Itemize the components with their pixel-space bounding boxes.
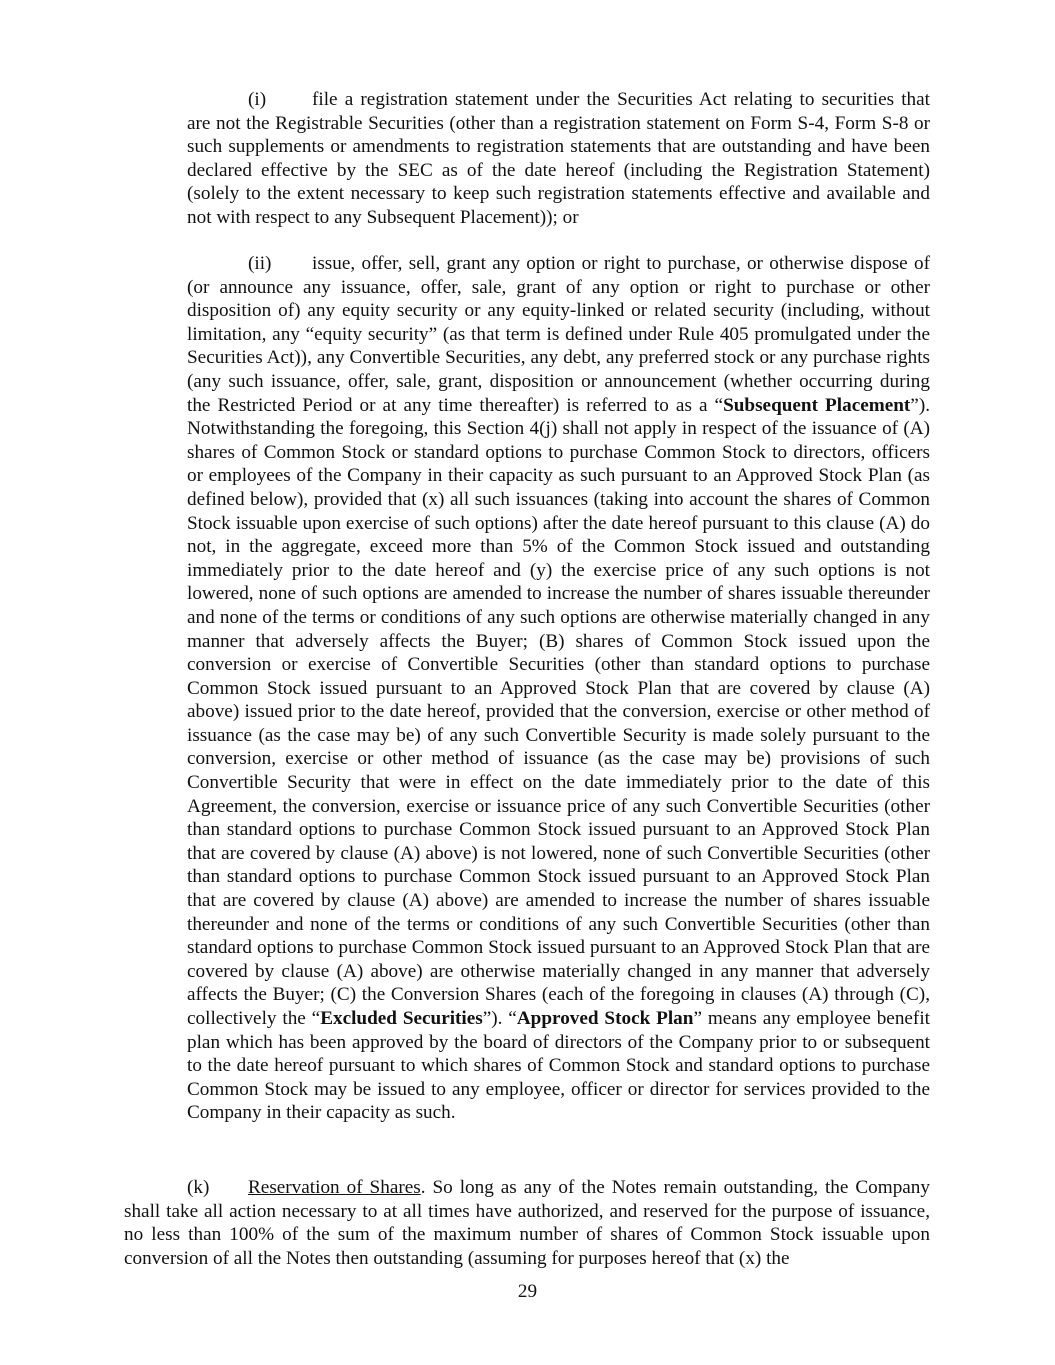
- clause-ii-paragraph: [187, 252, 930, 1125]
- section-k-paragraph: [124, 1176, 930, 1270]
- section-k-text: . So long as any of the Notes remain outstanding, the Company shall take all action necessary to at all times have authorized, and reserved for the purpose of issuance, no less than 100% of the sum of the maximum number of shares of Common Stock issuable upon conversion of all the Notes then outstanding (assuming for purposes hereof that (x) the: [124, 1177, 930, 1269]
- defined-term-subsequent-placement: Subsequent Placement: [723, 394, 911, 416]
- clause-ii-label: (ii): [248, 253, 272, 274]
- section-k-heading: Reservation of Shares: [248, 1177, 421, 1198]
- clause-ii-text-4: ” means any employee benefit plan which has been approved by the board of directors of the Company prior to or subsequent to the date hereof pursuant to which shares of Common Stock and standard options to purchase Common Stock may be issued to any employee, officer or director for services provided to the Company in their capacity as such.: [187, 1008, 930, 1124]
- clause-i-text: file a registration statement under the Securities Act relating to securities that are not the Registrable Securities (other than a registration statement on Form S-4, Form S-8 or such supplements or amendments to registration statements that are outstanding and have been declared effective by the SEC as of the date hereof (including the Registration Statement) (solely to the extent necessary to keep such registration statements effective and available and not with respect to any Subsequent Placement)); or: [187, 89, 930, 228]
- clause-i-label: (i): [248, 89, 267, 110]
- clause-i-paragraph: [187, 88, 930, 230]
- clause-ii-text-2: ”). Notwithstanding the foregoing, this Section 4(j) shall not apply in respect of the issuance of (A) shares of Common Stock or standard options to purchase Common Stock to directors, officers or employees of the Company in their capacity as such pursuant to an Approved Stock Plan (as defined below), provided that (x) all such issuances (taking into account the shares of Common Stock issuable upon exercise of such options) after the date hereof pursuant to this clause (A) do not, in the aggregate, exceed more than 5% of the Common Stock issued and outstanding immediately prior to the date hereof and (y) the exercise price of any such options is not lowered, none of such options are amended to increase the number of shares issuable thereunder and none of the terms or conditions of any such options are otherwise materially changed in any manner that adversely affects the Buyer; (B) shares of Common Stock issued upon the conversion or exercise of Convertible Securities (other than standard options to purchase Common Stock issued pursuant to an Approved Stock Plan that are covered by clause (A) above) issued prior to the date hereof, provided that the conversion, exercise or other method of issuance (as the case may be) of any such Convertible Security is made solely pursuant to the conversion, exercise or other method of issuance (as the case may be) provisions of such Convertible Security that were in effect on the date immediately prior to the date of this Agreement, the conversion, exercise or issuance price of any such Convertible Securities (other than standard options to purchase Common Stock issued pursuant to an Approved Stock Plan that are covered by clause (A) above) is not lowered, none of such Convertible Securities (other than standard options to purchase Common Stock issued pursuant to an Approved Stock Plan that are covered by clause (A) above) are amended to increase the number of shares issuable thereunder and none of the terms or conditions of any such Convertible Securities (other than standard options to purchase Common Stock issued pursuant to an Approved Stock Plan that are covered by clause (A) above) are otherwise materially changed in any manner that adversely affects the Buyer; (C) the Conversion Shares (each of the foregoing in clauses (A) through (C), collectively the “: [187, 394, 930, 1029]
- page-number: 29: [517, 1281, 538, 1302]
- clause-ii-text-1: issue, offer, sell, grant any option or right to purchase, or otherwise dispose of (or announce any issuance, offer, sale, grant of any option or right to purchase or other disposition of) any equity security or any equity-linked or related security (including, without limitation, any “equity security” (as that term is defined under Rule 405 promulgated under the Securities Act)), any Convertible Securities, any debt, any preferred stock or any purchase rights (any such issuance, offer, sale, grant, disposition or announcement (whether occurring during the Restricted Period or at any time thereafter) is referred to as a “: [187, 253, 930, 416]
- clause-ii-text-3: ”). “: [482, 1008, 517, 1029]
- defined-term-approved-stock-plan: Approved Stock Plan: [516, 1008, 694, 1029]
- section-k-label: (k): [187, 1177, 210, 1198]
- defined-term-excluded-securities: Excluded Securities: [320, 1008, 483, 1029]
